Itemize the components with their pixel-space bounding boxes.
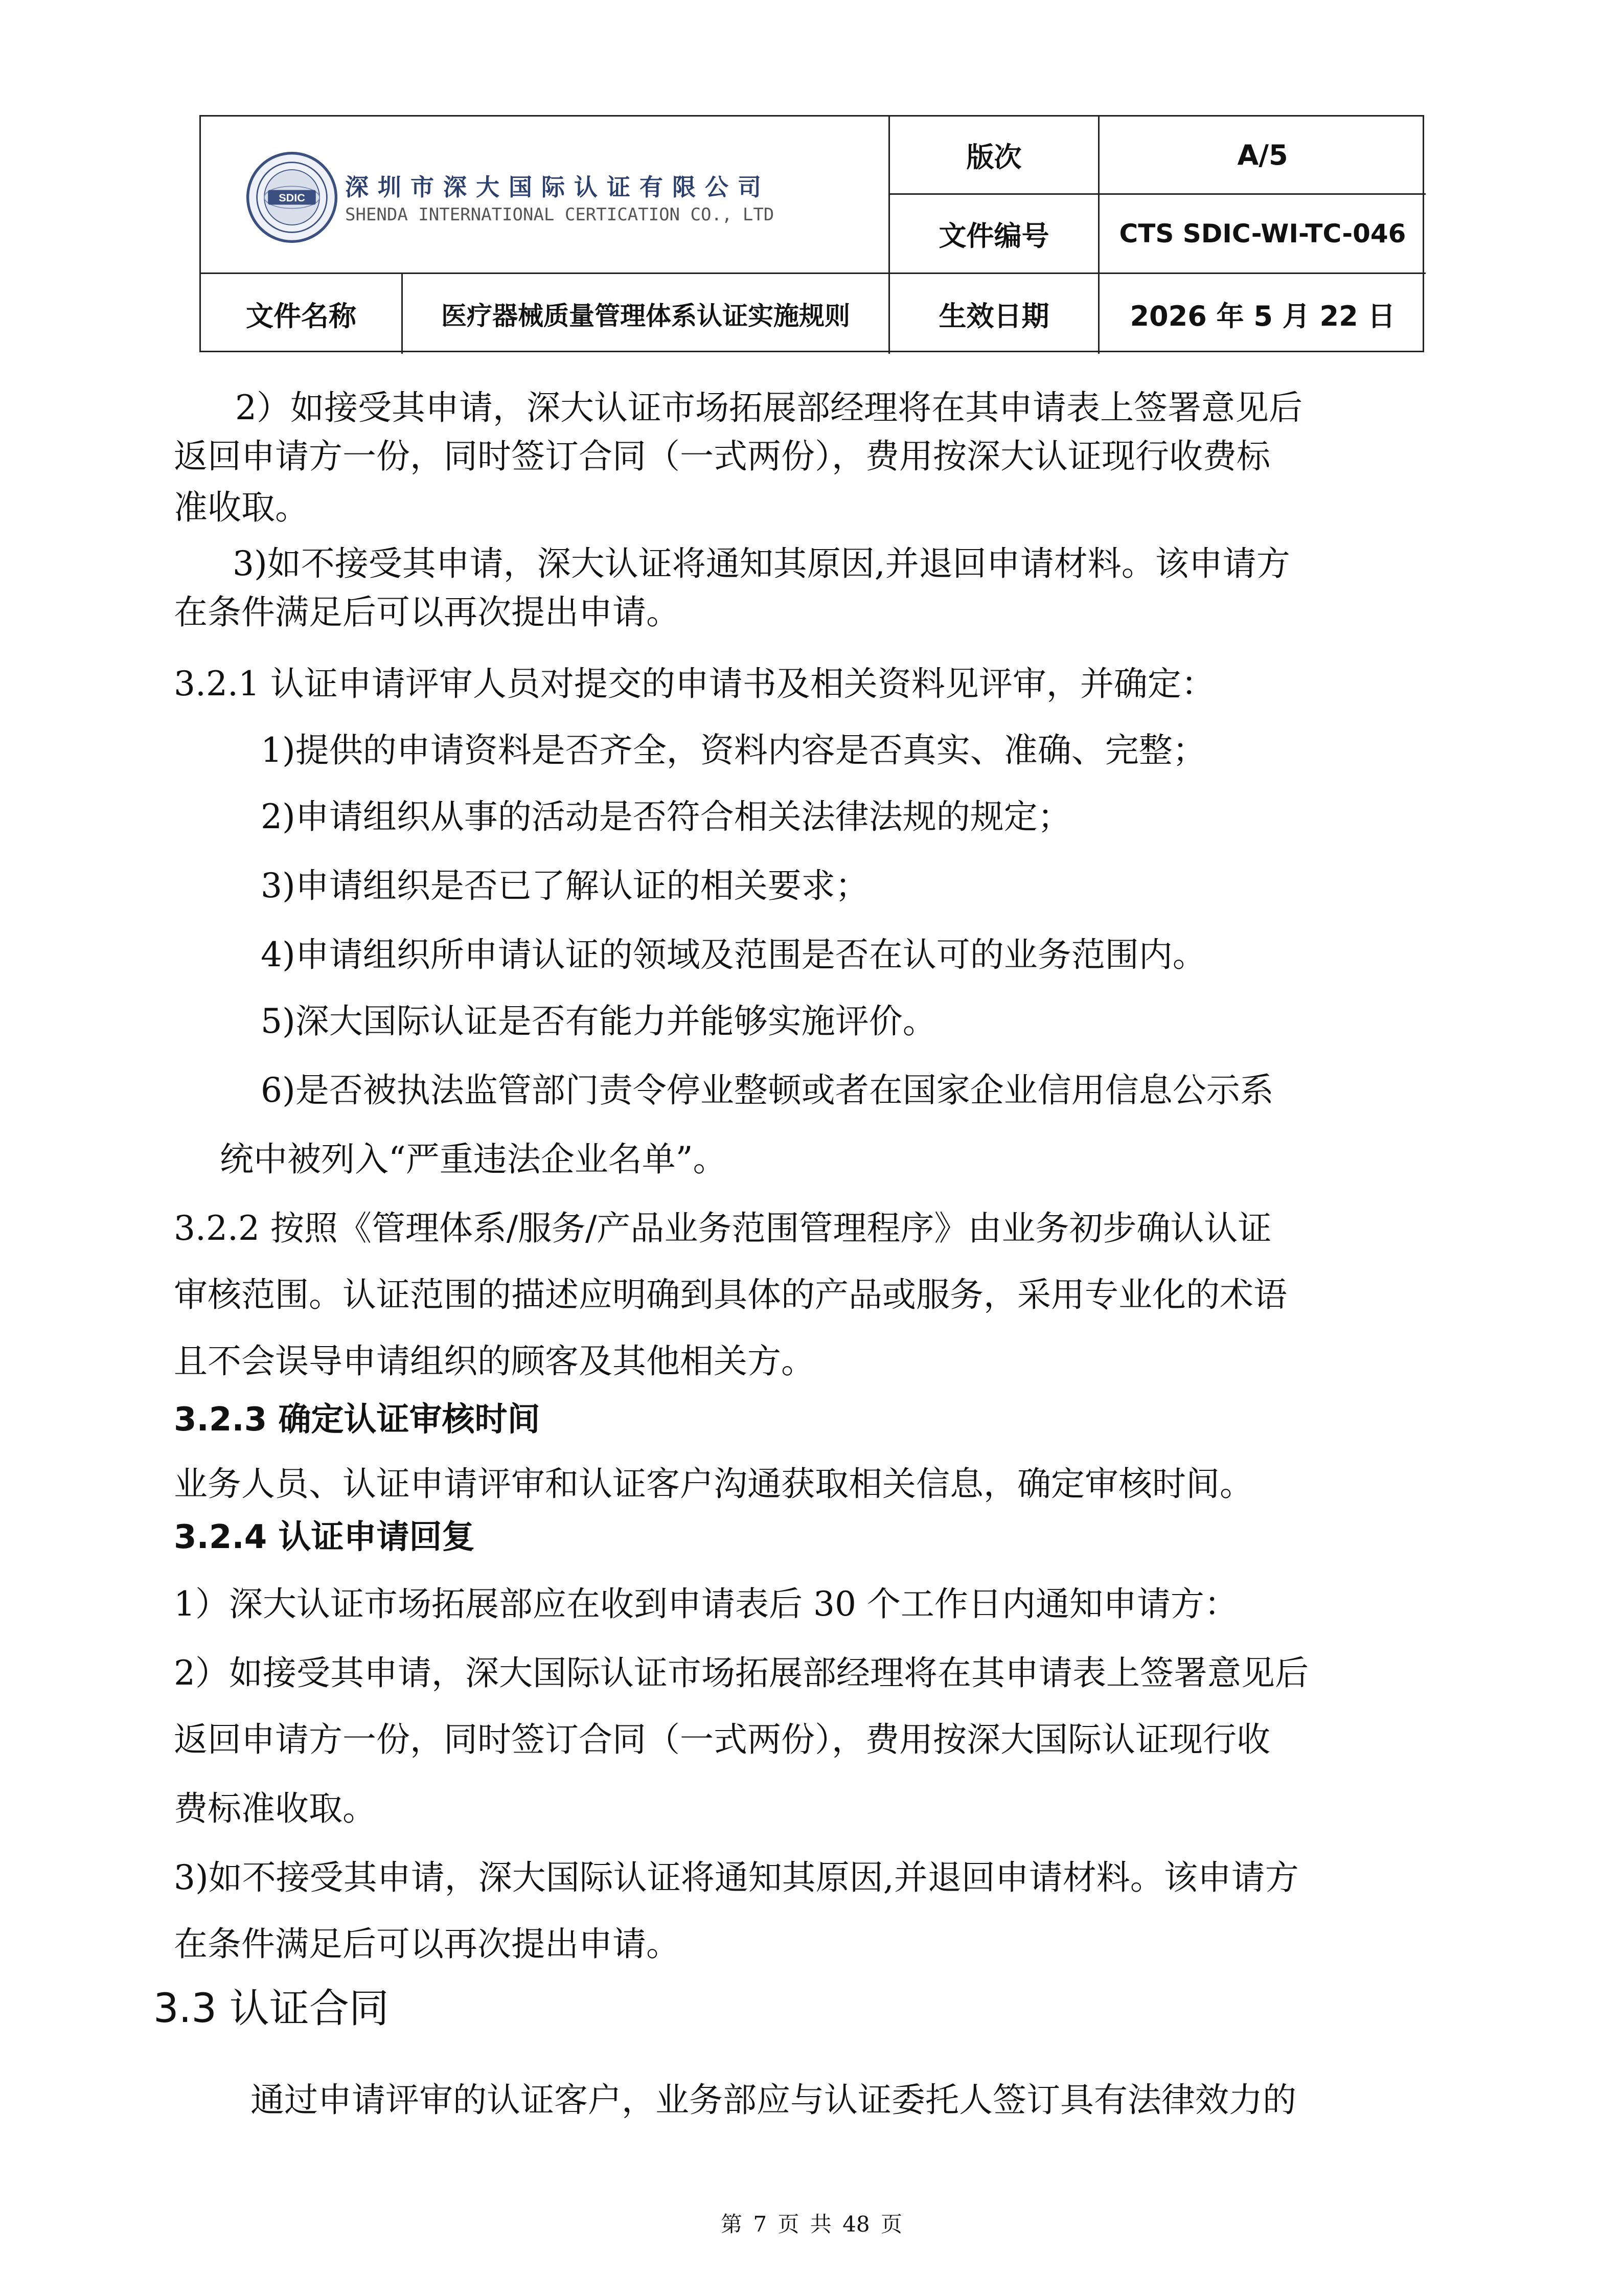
heading-3-2-3: 3.2.3 确定认证审核时间 — [174, 1401, 540, 1439]
paragraph-line: 2）如接受其申请，深大国际认证市场拓展部经理将在其申请表上签署意见后 — [174, 1653, 1309, 1693]
paragraph-line: 审核范围。认证范围的描述应明确到具体的产品或服务，采用专业化的术语 — [174, 1275, 1287, 1314]
paragraph-line: 准收取。 — [174, 488, 309, 527]
paragraph-line: 3)如不接受其申请，深大认证将通知其原因,并退回申请材料。该申请方 — [233, 544, 1290, 583]
clause-3-2-2: 3.2.2 按照《管理体系/服务/产品业务范围管理程序》由业务初步确认认证 — [174, 1209, 1272, 1248]
version-value: A/5 — [1237, 139, 1288, 171]
paragraph-line: 费标准收取。 — [174, 1789, 376, 1828]
company-name-en: SHENDA INTERNATIONAL CERTICATION CO., LTD — [345, 204, 774, 225]
doc-number-label: 文件编号 — [939, 219, 1049, 252]
paragraph-line: 且不会误导申请组织的顾客及其他相关方。 — [174, 1342, 815, 1381]
list-item: 4)申请组织所申请认证的领域及范围是否在认可的业务范围内。 — [261, 935, 1206, 974]
list-item: 6)是否被执法监管部门责令停业整顿或者在国家企业信用信息公示系 — [261, 1071, 1274, 1110]
paragraph-line: 业务人员、认证申请评审和认证客户沟通获取相关信息，确定审核时间。 — [174, 1464, 1253, 1504]
paragraph-line: 2）如接受其申请，深大认证市场拓展部经理将在其申请表上签署意见后 — [235, 388, 1302, 427]
document-header-table — [199, 115, 1424, 352]
clause-3-2-1: 3.2.1 认证申请评审人员对提交的申请书及相关资料见评审，并确定： — [174, 664, 1215, 703]
heading-3-2-4: 3.2.4 认证申请回复 — [174, 1518, 475, 1556]
doc-number-value: CTS SDIC-WI-TC-046 — [1119, 219, 1406, 248]
heading-3-3: 3.3 认证合同 — [153, 1986, 389, 2032]
company-seal-icon — [246, 151, 338, 243]
paragraph-line: 1）深大认证市场拓展部应在收到申请表后 30 个工作日内通知申请方： — [174, 1584, 1238, 1624]
version-label: 版次 — [966, 141, 1022, 173]
page-number: 第 7 页 共 48 页 — [721, 2212, 902, 2237]
doc-name-value: 医疗器械质量管理体系认证实施规则 — [441, 301, 850, 331]
paragraph-line: 在条件满足后可以再次提出申请。 — [174, 593, 680, 632]
list-item: 2)申请组织从事的活动是否符合相关法律法规的规定； — [261, 797, 1071, 836]
list-item: 3)申请组织是否已了解认证的相关要求； — [261, 866, 869, 905]
doc-name-label: 文件名称 — [246, 300, 356, 332]
paragraph-line: 返回申请方一份，同时签订合同（一式两份），费用按深大认证现行收费标 — [174, 437, 1270, 476]
paragraph-line: 通过申请评审的认证客户，业务部应与认证委托人签订具有法律效力的 — [250, 2080, 1296, 2120]
paragraph-line: 在条件满足后可以再次提出申请。 — [174, 1924, 680, 1964]
svg-text:SDIC: SDIC — [279, 191, 305, 204]
effective-date-value: 2026 年 5 月 22 日 — [1130, 300, 1396, 332]
list-item: 1)提供的申请资料是否齐全，资料内容是否真实、准确、完整； — [261, 731, 1206, 770]
list-item: 5)深大国际认证是否有能力并能够实施评价。 — [261, 1002, 936, 1041]
list-item: 统中被列入“严重违法企业名单”。 — [220, 1140, 727, 1179]
company-logo-block — [201, 117, 888, 272]
company-name-cn: 深圳市深大国际认证有限公司 — [345, 173, 770, 201]
paragraph-line: 3)如不接受其申请，深大国际认证将通知其原因,并退回申请材料。该申请方 — [174, 1858, 1299, 1897]
paragraph-line: 返回申请方一份，同时签订合同（一式两份），费用按深大国际认证现行收 — [174, 1720, 1270, 1759]
effective-date-label: 生效日期 — [939, 300, 1049, 332]
